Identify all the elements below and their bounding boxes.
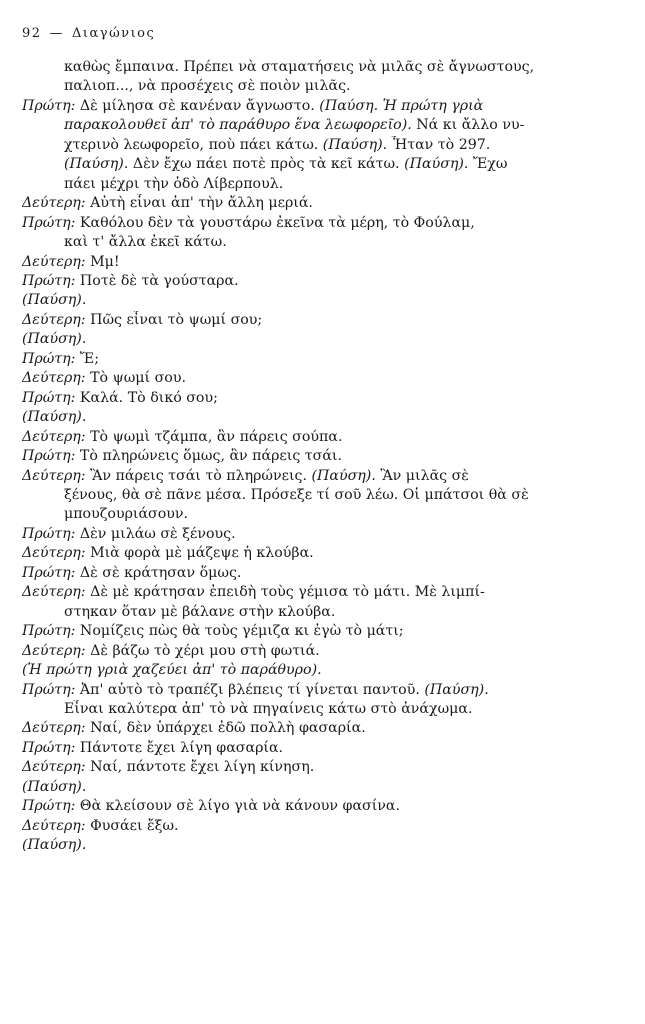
italic-text: (Παύση). (22, 778, 87, 795)
text-line (22, 272, 597, 291)
text-line (22, 116, 597, 135)
italic-text: Πρώτη: (22, 272, 76, 289)
italic-text: (Παύση. Ἡ πρώτη γριὰ (319, 97, 484, 114)
text-line (22, 97, 597, 116)
roman-text: Πῶς εἶναι τὸ ψωμί σου; (85, 311, 263, 328)
italic-text: (Παύση). (424, 681, 489, 698)
italic-text: (Ἡ πρώτη γριὰ χαζεύει ἀπ' τὸ παράθυρο). (22, 662, 322, 679)
text-line (22, 175, 597, 194)
text-line (22, 486, 597, 505)
roman-text: Τὸ πληρώνεις ὅμως, ἂν πάρεις τσάι. (75, 448, 342, 465)
roman-text: στηκαν ὅταν μὲ βάλανε στὴν κλούβα. (64, 603, 336, 620)
text-line (22, 311, 597, 330)
roman-text: Καθόλου δὲν τὰ γουστάρω ἐκεῖνα τὰ μέρη, τὸ Φούλαμ, (75, 214, 475, 231)
roman-text: Δὲ βάζω τὸ χέρι μου στὴ φωτιά. (85, 642, 320, 659)
italic-text: Δεύτερη: (22, 467, 86, 484)
italic-text: (Παύση). (22, 837, 87, 854)
italic-text: Πρώτη: (22, 214, 76, 231)
text-line (22, 797, 597, 816)
roman-text: Εἶναι καλύτερα ἀπ' τὸ νὰ πηγαίνεις κάτω στὸ ἀνάχωμα. (64, 700, 473, 717)
text-line (22, 622, 597, 641)
text-line (22, 583, 597, 602)
italic-text: Δεύτερη: (22, 311, 86, 328)
text-line (22, 681, 597, 700)
roman-text: πάει μέχρι τὴν ὁδὸ Λίβερπουλ. (64, 175, 284, 192)
roman-text: Αὐτὴ εἶναι ἀπ' τὴν ἄλλη μεριά. (85, 195, 313, 212)
text-line (22, 836, 597, 855)
roman-text: Μμ! (85, 253, 120, 270)
roman-text: Δὲν μιλάω σὲ ξένους. (75, 525, 236, 542)
roman-text: ξένους, θὰ σὲ πᾶνε μέσα. Πρόσεξε τί σοῦ λέω. Οἱ μπάτσοι θὰ σὲ (64, 486, 529, 503)
text-line (22, 603, 597, 622)
roman-text: παλιοπ..., νὰ προσέχεις σὲ ποιὸν μιλᾶς. (64, 78, 351, 95)
text-line (22, 817, 597, 836)
italic-text: (Παύση). (311, 467, 376, 484)
text-line (22, 291, 597, 310)
text-line (22, 350, 597, 369)
italic-text: Πρώτη: (22, 739, 76, 756)
roman-text: Ποτὲ δὲ τὰ γούσταρα. (75, 272, 239, 289)
text-line (22, 155, 597, 174)
text-line (22, 758, 597, 777)
text-line (22, 525, 597, 544)
text-line (22, 330, 597, 349)
text-line (22, 77, 597, 96)
roman-text: μπουζουριάσουν. (64, 506, 189, 523)
text-line (22, 700, 597, 719)
text-line (22, 467, 597, 486)
roman-text: Ἂν πάρεις τσάι τὸ πληρώνεις. (85, 467, 312, 484)
italic-text: Δεύτερη: (22, 584, 86, 601)
roman-text: Ἔχω (468, 156, 508, 173)
roman-text: Νά κι ἄλλο νυ- (411, 117, 525, 134)
italic-text: Πρώτη: (22, 448, 76, 465)
italic-text: Δεύτερη: (22, 720, 86, 737)
roman-text: Καλά. Τὸ δικό σου; (75, 389, 218, 406)
italic-text: Δεύτερη: (22, 817, 86, 834)
roman-text: Νομίζεις πὼς θὰ τοὺς γέμιζα κι ἐγὼ τὸ μάτι; (75, 623, 404, 640)
text-line (22, 778, 597, 797)
italic-text: Δεύτερη: (22, 370, 86, 387)
italic-text: (Παύση). (22, 331, 87, 348)
roman-text: Ναί, πάντοτε ἔχει λίγη κίνηση. (85, 759, 315, 776)
italic-text: Πρώτη: (22, 623, 76, 640)
text-line (22, 214, 597, 233)
italic-text: (Παύση). (22, 409, 87, 426)
dialogue-text (22, 58, 597, 856)
roman-text: χτερινὸ λεωφορεῖο, ποὺ πάει κάτω. (64, 136, 323, 153)
text-line (22, 544, 597, 563)
text-line (22, 408, 597, 427)
text-line (22, 739, 597, 758)
text-line (22, 564, 597, 583)
text-line (22, 447, 597, 466)
roman-text: Δὲ μὲ κράτησαν ἐπειδὴ τοὺς γέμισα τὸ μάτι. Μὲ λιμπί- (85, 584, 485, 601)
italic-text: Δεύτερη: (22, 253, 86, 270)
roman-text: Φυσάει ἔξω. (85, 817, 179, 834)
running-head-dash: — (49, 25, 65, 41)
roman-text: Πάντοτε ἔχει λίγη φασαρία. (75, 739, 284, 756)
italic-text: Δεύτερη: (22, 195, 86, 212)
italic-text: Δεύτερη: (22, 428, 86, 445)
italic-text: (Παύση). (404, 156, 469, 173)
text-line (22, 389, 597, 408)
roman-text: Δὲ σὲ κράτησαν ὅμως. (75, 564, 242, 581)
italic-text: Δεύτερη: (22, 759, 86, 776)
roman-text: Τὸ ψωμὶ τζάμπα, ἂν πάρεις σούπα. (85, 428, 343, 445)
italic-text: (Παύση). (22, 292, 87, 309)
roman-text: καὶ τ' ἄλλα ἐκεῖ κάτω. (64, 234, 227, 251)
text-line (22, 58, 597, 77)
italic-text: (Παύση). (64, 156, 129, 173)
italic-text: Πρώτη: (22, 350, 76, 367)
text-line (22, 719, 597, 738)
running-head (22, 20, 597, 46)
text-line (22, 233, 597, 252)
page-number: 92 (22, 25, 42, 41)
roman-text: Θὰ κλείσουν σὲ λίγο γιὰ νὰ κάνουν φασίνα. (75, 798, 401, 815)
roman-text: καθὼς ἔμπαινα. Πρέπει νὰ σταματήσεις νὰ μιλᾶς σὲ ἄγνωστους, (64, 59, 535, 75)
roman-text: Ἦταν τὸ 297. (387, 136, 491, 153)
text-line (22, 369, 597, 388)
roman-text: Δὲ μίλησα σὲ κανέναν ἄγνωστο. (75, 97, 320, 114)
roman-text: Ἔ; (75, 350, 100, 367)
italic-text: Πρώτη: (22, 525, 76, 542)
roman-text: Τὸ ψωμί σου. (85, 370, 186, 387)
text-line (22, 253, 597, 272)
italic-text: Δεύτερη: (22, 642, 86, 659)
italic-text: Δεύτερη: (22, 545, 86, 562)
roman-text: Ναί, δὲν ὑπάρχει ἐδῶ πολλὴ φασαρία. (85, 720, 366, 737)
italic-text: Πρώτη: (22, 681, 76, 698)
text-line (22, 661, 597, 680)
text-line (22, 505, 597, 524)
italic-text: παρακολουθεῖ ἀπ' τὸ παράθυρο ἕνα λεωφορεῖο). (64, 117, 412, 134)
text-line (22, 428, 597, 447)
italic-text: Πρώτη: (22, 564, 76, 581)
text-line (22, 642, 597, 661)
text-line (22, 136, 597, 155)
roman-text: Δὲν ἔχω πάει ποτὲ πρὸς τὰ κεῖ κάτω. (128, 156, 405, 173)
italic-text: Πρώτη: (22, 798, 76, 815)
roman-text: Ἀπ' αὐτὸ τὸ τραπέζι βλέπεις τί γίνεται παντοῦ. (75, 681, 425, 698)
italic-text: (Παύση). (322, 136, 388, 153)
text-line (22, 194, 597, 213)
italic-text: Πρώτη: (22, 97, 76, 114)
roman-text: Ἂν μιλᾶς σὲ (375, 467, 469, 484)
running-head-title: Διαγώνιος (72, 25, 156, 41)
roman-text: Μιὰ φορὰ μὲ μάζεψε ἡ κλούβα. (85, 545, 314, 562)
italic-text: Πρώτη: (22, 389, 76, 406)
